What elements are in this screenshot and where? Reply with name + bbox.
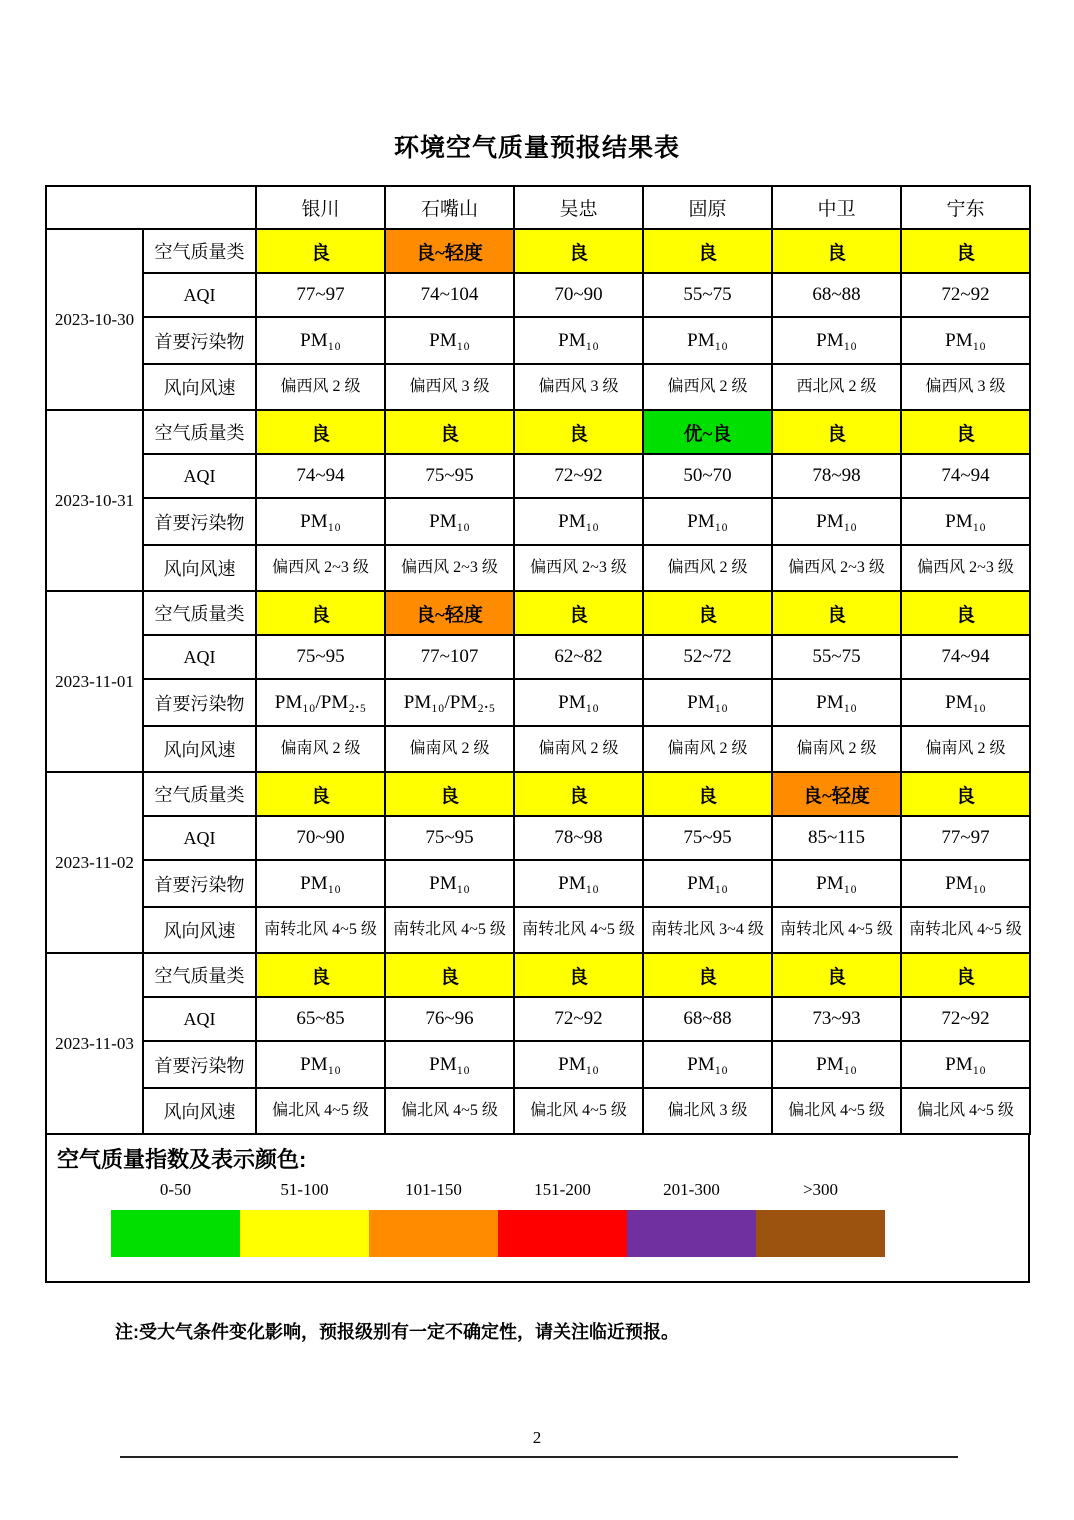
pollutant-cell: PM₁₀ bbox=[901, 317, 1030, 364]
quality-cell: 良 bbox=[643, 591, 772, 635]
aqi-cell: 85~115 bbox=[772, 816, 901, 860]
wind-cell bbox=[643, 364, 772, 410]
wind-text: 南转北风 4~5 级 bbox=[909, 921, 1022, 938]
aqi-cell: 78~98 bbox=[772, 454, 901, 498]
wind-text: 偏北风 4~5 级 bbox=[272, 1102, 369, 1119]
forecast-row-aqi bbox=[46, 454, 1030, 498]
forecast-table-body bbox=[46, 229, 1030, 1134]
city-header: 银川 bbox=[256, 186, 385, 229]
legend-color-swatch bbox=[369, 1210, 498, 1257]
pollutant-cell: PM₁₀ bbox=[643, 860, 772, 907]
wind-cell bbox=[643, 726, 772, 772]
wind-cell bbox=[901, 907, 1030, 953]
wind-cell bbox=[385, 545, 514, 591]
wind-text: 南转北风 4~5 级 bbox=[393, 921, 506, 938]
pollutant-cell: PM₁₀ bbox=[514, 1041, 643, 1088]
date-cell: 2023-11-03 bbox=[46, 953, 143, 1134]
row-label-pollutant: 首要污染物 bbox=[143, 498, 256, 545]
quality-cell: 良 bbox=[643, 953, 772, 997]
pollutant-cell: PM₁₀ bbox=[772, 317, 901, 364]
wind-cell bbox=[514, 1088, 643, 1134]
wind-cell bbox=[385, 1088, 514, 1134]
aqi-cell: 75~95 bbox=[643, 816, 772, 860]
legend-color-bar bbox=[111, 1210, 885, 1257]
forecast-row-wind bbox=[46, 545, 1030, 591]
quality-cell: 良 bbox=[901, 772, 1030, 816]
legend-scale bbox=[111, 1180, 885, 1257]
wind-text: 偏南风 2 级 bbox=[925, 740, 1006, 757]
row-label-aqi: AQI bbox=[143, 997, 256, 1041]
wind-cell bbox=[514, 364, 643, 410]
pollutant-cell: PM₁₀ bbox=[901, 860, 1030, 907]
aqi-cell: 70~90 bbox=[256, 816, 385, 860]
pollutant-cell: PM₁₀ bbox=[385, 317, 514, 364]
pollutant-cell: PM₁₀ bbox=[256, 860, 385, 907]
forecast-row-wind bbox=[46, 364, 1030, 410]
row-label-aqi: AQI bbox=[143, 635, 256, 679]
row-label-quality: 空气质量类 bbox=[143, 229, 256, 273]
wind-cell bbox=[514, 726, 643, 772]
city-header: 宁东 bbox=[901, 186, 1030, 229]
forecast-row-pollutant bbox=[46, 317, 1030, 364]
wind-text: 南转北风 4~5 级 bbox=[522, 921, 635, 938]
aqi-cell: 78~98 bbox=[514, 816, 643, 860]
quality-cell: 良~轻度 bbox=[385, 591, 514, 635]
quality-cell: 良 bbox=[772, 410, 901, 454]
wind-cell bbox=[643, 545, 772, 591]
legend-color-swatch bbox=[111, 1210, 240, 1257]
row-label-pollutant: 首要污染物 bbox=[143, 679, 256, 726]
legend-range-label: 201-300 bbox=[663, 1180, 720, 1199]
forecast-sheet bbox=[45, 185, 1030, 1283]
date-cell: 2023-11-01 bbox=[46, 591, 143, 772]
wind-cell bbox=[385, 907, 514, 953]
forecast-row-quality bbox=[46, 772, 1030, 816]
wind-cell bbox=[385, 726, 514, 772]
aqi-cell: 72~92 bbox=[901, 273, 1030, 317]
aqi-cell: 68~88 bbox=[772, 273, 901, 317]
footer-rule bbox=[120, 1456, 958, 1458]
wind-text: 偏西风 3 级 bbox=[409, 378, 490, 395]
city-header: 固原 bbox=[643, 186, 772, 229]
city-header: 吴忠 bbox=[514, 186, 643, 229]
row-label-wind: 风向风速 bbox=[143, 907, 256, 953]
row-label-quality: 空气质量类 bbox=[143, 410, 256, 454]
quality-cell: 良 bbox=[514, 591, 643, 635]
wind-cell bbox=[772, 364, 901, 410]
pollutant-cell: PM₁₀ bbox=[256, 1041, 385, 1088]
wind-cell bbox=[643, 1088, 772, 1134]
header-row bbox=[46, 186, 1030, 229]
forecast-row-wind bbox=[46, 726, 1030, 772]
wind-text: 偏南风 2 级 bbox=[796, 740, 877, 757]
legend-range-label: 0-50 bbox=[159, 1180, 192, 1199]
quality-cell: 良 bbox=[514, 229, 643, 273]
city-header: 石嘴山 bbox=[385, 186, 514, 229]
row-label-quality: 空气质量类 bbox=[143, 772, 256, 816]
wind-text: 南转北风 3~4 级 bbox=[651, 921, 764, 938]
forecast-row-wind bbox=[46, 907, 1030, 953]
wind-text: 偏南风 2 级 bbox=[667, 740, 748, 757]
aqi-cell: 74~94 bbox=[901, 635, 1030, 679]
pollutant-cell: PM₁₀ bbox=[385, 860, 514, 907]
forecast-row-pollutant bbox=[46, 679, 1030, 726]
pollutant-cell: PM₁₀ bbox=[256, 317, 385, 364]
quality-cell: 良 bbox=[901, 410, 1030, 454]
quality-cell: 良~轻度 bbox=[385, 229, 514, 273]
aqi-cell: 75~95 bbox=[385, 454, 514, 498]
wind-cell bbox=[772, 1088, 901, 1134]
pollutant-cell: PM₁₀ bbox=[643, 679, 772, 726]
pollutant-cell: PM₁₀ bbox=[514, 679, 643, 726]
wind-text: 偏南风 2 级 bbox=[538, 740, 619, 757]
aqi-cell: 75~95 bbox=[256, 635, 385, 679]
pollutant-cell: PM₁₀ bbox=[643, 1041, 772, 1088]
wind-text: 偏西风 2~3 级 bbox=[917, 559, 1014, 576]
quality-cell: 良 bbox=[772, 591, 901, 635]
forecast-row-aqi bbox=[46, 997, 1030, 1041]
wind-cell bbox=[772, 545, 901, 591]
forecast-row-quality bbox=[46, 591, 1030, 635]
wind-cell bbox=[514, 545, 643, 591]
legend-color-swatch bbox=[240, 1210, 369, 1257]
wind-cell bbox=[256, 726, 385, 772]
page-number: 2 bbox=[532, 1428, 542, 1447]
wind-text: 偏北风 3 级 bbox=[667, 1102, 748, 1119]
wind-cell bbox=[772, 726, 901, 772]
quality-cell: 良 bbox=[514, 953, 643, 997]
aqi-cell: 72~92 bbox=[514, 997, 643, 1041]
legend-color-swatch bbox=[498, 1210, 627, 1257]
quality-cell: 良~轻度 bbox=[772, 772, 901, 816]
wind-text: 偏南风 2 级 bbox=[280, 740, 361, 757]
quality-cell: 良 bbox=[514, 772, 643, 816]
pollutant-cell: PM₁₀ bbox=[772, 679, 901, 726]
aqi-cell: 50~70 bbox=[643, 454, 772, 498]
aqi-cell: 68~88 bbox=[643, 997, 772, 1041]
wind-cell bbox=[643, 907, 772, 953]
pollutant-cell: PM₁₀ bbox=[385, 1041, 514, 1088]
city-header: 中卫 bbox=[772, 186, 901, 229]
aqi-cell: 77~97 bbox=[256, 273, 385, 317]
pollutant-cell: PM₁₀ bbox=[643, 498, 772, 545]
quality-cell: 良 bbox=[385, 410, 514, 454]
wind-text: 偏西风 2 级 bbox=[667, 378, 748, 395]
row-label-pollutant: 首要污染物 bbox=[143, 1041, 256, 1088]
forecast-row-quality bbox=[46, 953, 1030, 997]
quality-cell: 良 bbox=[772, 953, 901, 997]
wind-text: 偏西风 3 级 bbox=[538, 378, 619, 395]
quality-cell: 良 bbox=[514, 410, 643, 454]
quality-cell: 良 bbox=[256, 410, 385, 454]
legend-range-label: >300 bbox=[802, 1180, 839, 1199]
wind-cell bbox=[256, 907, 385, 953]
wind-text: 偏北风 4~5 级 bbox=[401, 1102, 498, 1119]
pollutant-cell: PM₁₀ bbox=[643, 317, 772, 364]
wind-text: 偏西风 2 级 bbox=[280, 378, 361, 395]
row-label-aqi: AQI bbox=[143, 816, 256, 860]
wind-cell bbox=[772, 907, 901, 953]
row-label-wind: 风向风速 bbox=[143, 364, 256, 410]
pollutant-cell: PM₁₀ bbox=[772, 498, 901, 545]
pollutant-cell: PM₁₀ bbox=[385, 498, 514, 545]
aqi-cell: 52~72 bbox=[643, 635, 772, 679]
pollutant-cell: PM₁₀/PM₂.₅ bbox=[256, 679, 385, 726]
wind-cell bbox=[256, 1088, 385, 1134]
legend-color-swatch bbox=[756, 1210, 885, 1257]
quality-cell: 良 bbox=[643, 229, 772, 273]
aqi-cell: 72~92 bbox=[901, 997, 1030, 1041]
pollutant-cell: PM₁₀ bbox=[772, 1041, 901, 1088]
aqi-cell: 70~90 bbox=[514, 273, 643, 317]
legend-labels bbox=[111, 1180, 885, 1200]
date-cell: 2023-11-02 bbox=[46, 772, 143, 953]
quality-cell: 良 bbox=[385, 953, 514, 997]
pollutant-cell: PM₁₀ bbox=[901, 679, 1030, 726]
legend-color-swatch bbox=[627, 1210, 756, 1257]
legend-title: 空气质量指数及表示颜色: bbox=[57, 1147, 307, 1172]
footnote: 注:受大气条件变化影响，预报级别有一定不确定性，请关注临近预报。 bbox=[115, 1322, 679, 1342]
aqi-cell: 55~75 bbox=[772, 635, 901, 679]
forecast-row-wind bbox=[46, 1088, 1030, 1134]
forecast-row-pollutant bbox=[46, 860, 1030, 907]
quality-cell: 良 bbox=[901, 591, 1030, 635]
wind-text: 偏南风 2 级 bbox=[409, 740, 490, 757]
wind-cell bbox=[514, 907, 643, 953]
legend-range-label: 151-200 bbox=[534, 1180, 591, 1199]
quality-cell: 良 bbox=[256, 229, 385, 273]
row-label-wind: 风向风速 bbox=[143, 726, 256, 772]
wind-text: 西北风 2 级 bbox=[796, 378, 877, 395]
forecast-row-aqi bbox=[46, 635, 1030, 679]
legend-range-label: 51-100 bbox=[280, 1180, 329, 1199]
forecast-row-pollutant bbox=[46, 1041, 1030, 1088]
wind-text: 偏西风 2~3 级 bbox=[401, 559, 498, 576]
quality-cell: 良 bbox=[256, 953, 385, 997]
quality-cell: 良 bbox=[772, 229, 901, 273]
aqi-cell: 74~94 bbox=[256, 454, 385, 498]
pollutant-cell: PM₁₀/PM₂.₅ bbox=[385, 679, 514, 726]
row-label-aqi: AQI bbox=[143, 273, 256, 317]
quality-cell: 良 bbox=[901, 953, 1030, 997]
wind-cell bbox=[901, 545, 1030, 591]
forecast-row-quality bbox=[46, 410, 1030, 454]
quality-cell: 良 bbox=[901, 229, 1030, 273]
forecast-row-pollutant bbox=[46, 498, 1030, 545]
pollutant-cell: PM₁₀ bbox=[901, 498, 1030, 545]
wind-text: 偏北风 4~5 级 bbox=[788, 1102, 885, 1119]
aqi-cell: 62~82 bbox=[514, 635, 643, 679]
legend-range-label: 101-150 bbox=[405, 1180, 462, 1199]
wind-text: 偏西风 2 级 bbox=[667, 559, 748, 576]
wind-text: 偏西风 2~3 级 bbox=[788, 559, 885, 576]
aqi-legend bbox=[45, 1133, 1030, 1283]
pollutant-cell: PM₁₀ bbox=[901, 1041, 1030, 1088]
row-label-quality: 空气质量类 bbox=[143, 591, 256, 635]
aqi-cell: 77~97 bbox=[901, 816, 1030, 860]
forecast-row-aqi bbox=[46, 273, 1030, 317]
wind-cell bbox=[901, 1088, 1030, 1134]
wind-text: 偏西风 3 级 bbox=[925, 378, 1006, 395]
wind-text: 南转北风 4~5 级 bbox=[780, 921, 893, 938]
row-label-pollutant: 首要污染物 bbox=[143, 317, 256, 364]
row-label-wind: 风向风速 bbox=[143, 1088, 256, 1134]
wind-cell bbox=[256, 364, 385, 410]
forecast-row-aqi bbox=[46, 816, 1030, 860]
pollutant-cell: PM₁₀ bbox=[514, 317, 643, 364]
quality-cell: 良 bbox=[256, 772, 385, 816]
corner-cell bbox=[46, 186, 256, 229]
wind-cell bbox=[385, 364, 514, 410]
wind-text: 偏西风 2~3 级 bbox=[272, 559, 369, 576]
wind-text: 偏西风 2~3 级 bbox=[530, 559, 627, 576]
wind-cell bbox=[901, 364, 1030, 410]
pollutant-cell: PM₁₀ bbox=[514, 498, 643, 545]
quality-cell: 优~良 bbox=[643, 410, 772, 454]
date-cell: 2023-10-30 bbox=[46, 229, 143, 410]
wind-text: 南转北风 4~5 级 bbox=[264, 921, 377, 938]
pollutant-cell: PM₁₀ bbox=[772, 860, 901, 907]
aqi-cell: 75~95 bbox=[385, 816, 514, 860]
row-label-pollutant: 首要污染物 bbox=[143, 860, 256, 907]
aqi-cell: 55~75 bbox=[643, 273, 772, 317]
aqi-cell: 73~93 bbox=[772, 997, 901, 1041]
page-title: 环境空气质量预报结果表 bbox=[393, 135, 680, 162]
pollutant-cell: PM₁₀ bbox=[514, 860, 643, 907]
quality-cell: 良 bbox=[385, 772, 514, 816]
aqi-cell: 72~92 bbox=[514, 454, 643, 498]
forecast-row-quality bbox=[46, 229, 1030, 273]
wind-text: 偏北风 4~5 级 bbox=[530, 1102, 627, 1119]
row-label-quality: 空气质量类 bbox=[143, 953, 256, 997]
aqi-cell: 74~104 bbox=[385, 273, 514, 317]
wind-text: 偏北风 4~5 级 bbox=[917, 1102, 1014, 1119]
row-label-wind: 风向风速 bbox=[143, 545, 256, 591]
forecast-table bbox=[45, 185, 1031, 1135]
wind-cell bbox=[901, 726, 1030, 772]
quality-cell: 良 bbox=[643, 772, 772, 816]
date-cell: 2023-10-31 bbox=[46, 410, 143, 591]
aqi-cell: 76~96 bbox=[385, 997, 514, 1041]
wind-cell bbox=[256, 545, 385, 591]
aqi-cell: 77~107 bbox=[385, 635, 514, 679]
row-label-aqi: AQI bbox=[143, 454, 256, 498]
pollutant-cell: PM₁₀ bbox=[256, 498, 385, 545]
aqi-cell: 74~94 bbox=[901, 454, 1030, 498]
quality-cell: 良 bbox=[256, 591, 385, 635]
aqi-cell: 65~85 bbox=[256, 997, 385, 1041]
